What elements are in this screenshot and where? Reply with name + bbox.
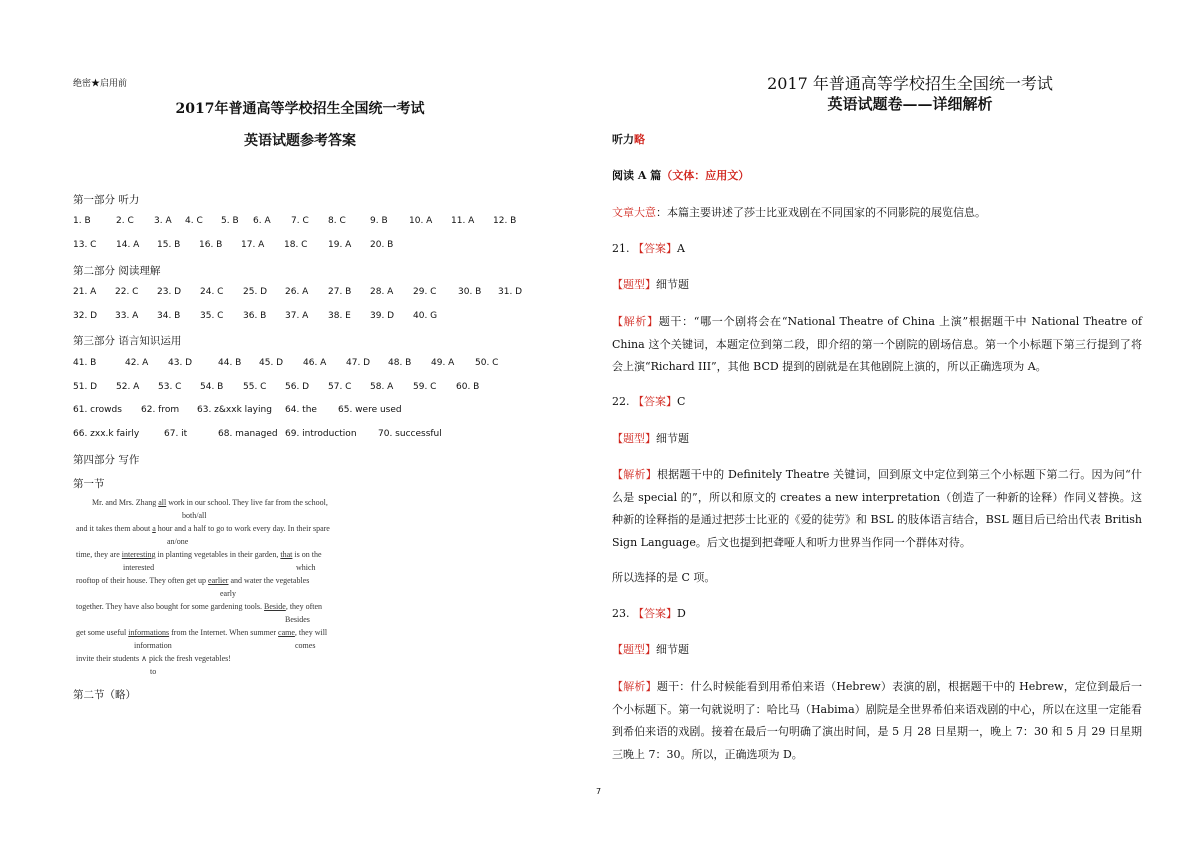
answer-item: 15. B <box>157 240 181 250</box>
answer-item: 1. B <box>73 216 91 226</box>
answer-item: 47. D <box>346 358 371 368</box>
answer-item: 6. A <box>253 216 271 226</box>
answer-item: 9. B <box>370 216 388 226</box>
right-page <box>600 0 1200 849</box>
answer-item: 4. C <box>185 216 203 226</box>
answer-item: 63. z&xxk laying <box>197 405 272 415</box>
answer-item: 23. D <box>157 287 182 297</box>
summary-line: 文章大意：本篇主要讲述了莎士比亚戏剧在不同国家的不同影院的展览信息。 <box>612 206 986 219</box>
answer-item: 29. C <box>413 287 437 297</box>
answer-item: 37. A <box>285 311 309 321</box>
analysis-subtitle: 英语试题卷——详细解析 <box>827 95 993 113</box>
answer-item: 5. B <box>221 216 239 226</box>
answer-item: 19. A <box>328 240 352 250</box>
answer-item: 56. D <box>285 382 310 392</box>
part3-heading: 第三部分 语言知识运用 <box>73 335 182 347</box>
correction-5: Besides <box>285 615 310 624</box>
q21-type: 【题型】细节题 <box>612 278 689 291</box>
answer-item: 59. C <box>413 382 437 392</box>
essay-line-4: rooftop of their house. They often get up earlier and water the vegetables <box>76 576 310 585</box>
part1-heading: 第一部分 听力 <box>73 194 140 206</box>
answer-item: 21. A <box>73 287 97 297</box>
q21-analysis: 【解析】题干：“哪一个剧将会在“National Theatre of China 上演”根据题干中 National Theatre of China 这个关键词，本题定位到第二段，即介绍的第一个剧院的剧场信息。第一个小标题下第三行提到了将会上演“Richard III”，其他 BCD 提到的剧就是在其他剧院上演的，所以正确选项为 A。 <box>612 315 1143 373</box>
answer-item: 45. D <box>259 358 284 368</box>
q21-answer: 21. 【答案】A <box>612 242 685 255</box>
answer-item: 44. B <box>218 358 242 368</box>
answer-item: 16. B <box>199 240 223 250</box>
answer-item: 26. A <box>285 287 309 297</box>
q23-type: 【题型】细节题 <box>612 643 689 656</box>
answer-item: 58. A <box>370 382 394 392</box>
answer-item: 55. C <box>243 382 267 392</box>
part4-heading: 第四部分 写作 <box>73 454 140 466</box>
answer-item: 32. D <box>73 311 98 321</box>
answer-item: 61. crowds <box>73 405 122 415</box>
answer-item: 43. D <box>168 358 193 368</box>
answer-item: 33. A <box>115 311 139 321</box>
answer-item: 25. D <box>243 287 268 297</box>
analysis-title: 2017 年普通高等学校招生全国统一考试 <box>767 74 1053 93</box>
answer-item: 52. A <box>116 382 140 392</box>
answer-title: 2017年普通高等学校招生全国统一考试 <box>175 101 425 117</box>
answer-item: 2. C <box>116 216 134 226</box>
answer-item: 22. C <box>115 287 139 297</box>
correction-1: both/all <box>182 511 207 520</box>
reading-heading: 阅读 A 篇（文体：应用文） <box>612 169 750 182</box>
essay-line-7: invite their students ∧ pick the fresh vegetables! <box>76 654 231 663</box>
answer-item: 28. A <box>370 287 394 297</box>
q22-type: 【题型】细节题 <box>612 432 689 445</box>
answer-item: 62. from <box>141 405 180 415</box>
q23-answer: 23. 【答案】D <box>612 607 686 620</box>
answer-item: 66. zxx.k fairly <box>73 429 140 439</box>
answer-item: 40. G <box>413 311 438 321</box>
q22-analysis: 【解析】根据题干中的 Definitely Theatre 关键词，回到原文中定位到第三个小标题下第二行。因为问“什么是 special 的”，所以和原文的 creates a new interpretation（创造了一种新的诠释）作同义替换。这种新的诠释指的是通过把莎士比亚的《爱的徒劳》和 BSL 的肢体语言结合，BSL 题目后已给出代表 British Sign Language。后文也提到把聋哑人和听力世界当作同一个群体对待。 <box>612 468 1142 549</box>
answer-item: 35. C <box>200 311 224 321</box>
answer-item: 34. B <box>157 311 181 321</box>
answer-item: 27. B <box>328 287 352 297</box>
answer-item: 8. C <box>328 216 346 226</box>
answer-item: 18. C <box>284 240 308 250</box>
essay-line-1: Mr. and Mrs. Zhang all work in our school. They live far from the school, <box>92 498 328 507</box>
correction-4: early <box>220 589 236 598</box>
answer-item: 51. D <box>73 382 98 392</box>
answer-item: 13. C <box>73 240 97 250</box>
answer-item: 64. the <box>285 405 317 415</box>
answer-item: 38. E <box>328 311 351 321</box>
answer-item: 11. A <box>451 216 475 226</box>
answer-item: 3. A <box>154 216 172 226</box>
answer-item: 31. D <box>498 287 523 297</box>
answer-item: 68. managed <box>218 429 278 439</box>
answer-item: 57. C <box>328 382 352 392</box>
correction-7: to <box>150 667 157 676</box>
essay-line-2: and it takes them about a hour and a half to go to work every day. In their spare <box>76 524 330 533</box>
q22-conclusion: 所以选择的是 C 项。 <box>612 571 716 584</box>
section1-heading: 第一节 <box>73 478 105 490</box>
answer-subtitle: 英语试题参考答案 <box>244 133 356 149</box>
answer-item: 48. B <box>388 358 412 368</box>
answer-item: 24. C <box>200 287 224 297</box>
essay-line-3: time, they are interesting in planting vegetables in their garden, that is on the <box>76 550 322 559</box>
correction-3b: which <box>296 563 316 572</box>
answer-item: 46. A <box>303 358 327 368</box>
answer-item: 41. B <box>73 358 97 368</box>
answer-item: 39. D <box>370 311 395 321</box>
correction-6b: comes <box>295 641 316 650</box>
answer-item: 36. B <box>243 311 267 321</box>
q22-answer: 22. 【答案】C <box>612 395 686 408</box>
answer-item: 65. were used <box>338 405 402 415</box>
listening-line: 听力略 <box>612 133 645 146</box>
essay-line-5: together. They have also bought for some gardening tools. Beside, they often <box>76 602 323 611</box>
correction-6a: information <box>134 641 172 650</box>
correction-3a: interested <box>123 563 155 572</box>
essay-line-6: get some useful informations from the Internet. When summer came, they will <box>76 628 328 637</box>
page-number: 7 <box>596 787 602 796</box>
answer-item: 67. it <box>164 429 188 439</box>
answer-item: 12. B <box>493 216 517 226</box>
section2-heading: 第二节（略） <box>73 689 136 701</box>
answer-item: 10. A <box>409 216 433 226</box>
answer-item: 30. B <box>458 287 482 297</box>
secret-label: 绝密★启用前 <box>73 79 128 89</box>
answer-item: 49. A <box>431 358 455 368</box>
answer-item: 42. A <box>125 358 149 368</box>
answer-item: 69. introduction <box>285 429 357 439</box>
answer-item: 54. B <box>200 382 224 392</box>
answer-item: 14. A <box>116 240 140 250</box>
answer-item: 17. A <box>241 240 265 250</box>
correction-2: an/one <box>167 537 189 546</box>
answer-item: 20. B <box>370 240 394 250</box>
q23-analysis: 【解析】题干：什么时候能看到用希伯来语（Hebrew）表演的剧，根据题干中的 Hebrew，定位到最后一个小标题下。第一句就说明了：哈比马（Habima）剧院是全世界希伯来语戏剧的中心，所以在这里一定能看到希伯来语的戏剧。接着在最后一句明确了演出时间，是 5 月 28 日星期一，晚上 7：30 和 5 月 29 日星期三晚上 7：30。所以，正确选项为 D。 <box>612 680 1143 761</box>
answer-item: 60. B <box>456 382 480 392</box>
answer-item: 7. C <box>291 216 309 226</box>
answer-item: 53. C <box>158 382 182 392</box>
answer-item: 50. C <box>475 358 499 368</box>
part2-heading: 第二部分 阅读理解 <box>73 265 161 277</box>
answer-item: 70. successful <box>378 429 442 439</box>
